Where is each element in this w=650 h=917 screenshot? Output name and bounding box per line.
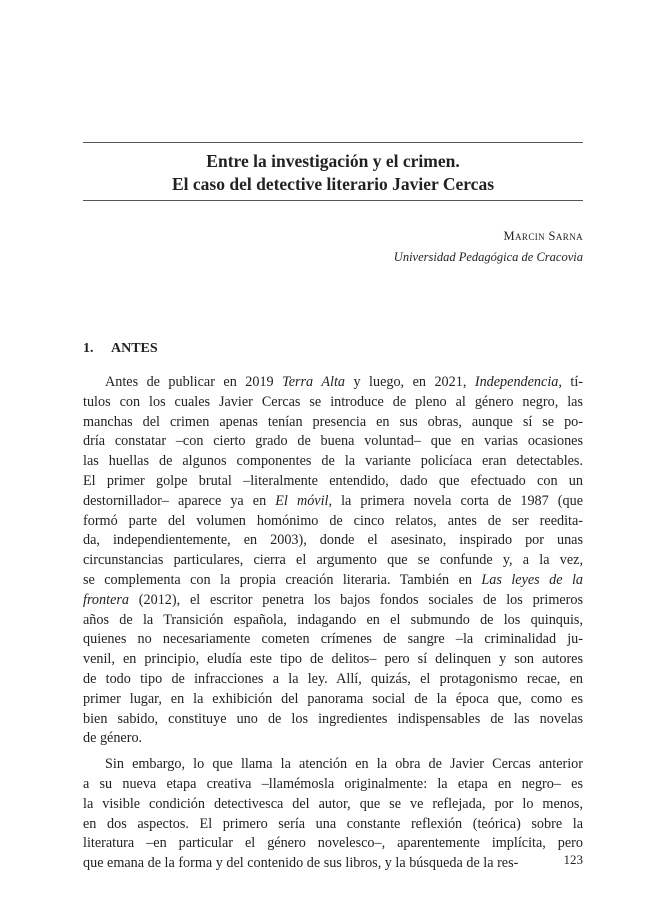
text-line: [83, 492, 583, 512]
bottom-rule: [83, 200, 583, 201]
title-line-1: Entre la investigación y el crimen.: [206, 151, 460, 171]
text-line: [83, 373, 583, 393]
top-rule: [83, 142, 583, 143]
italic-title-text: Independencia,: [474, 374, 562, 390]
text-segment: de todo tipo de infracciones a la ley. Allí, quizás, el protagonismo recae, en: [83, 670, 583, 687]
text-segment: años de la Transición española, indagando en el submundo de los quinquis,: [83, 611, 583, 628]
italic-title-text: frontera: [83, 591, 129, 608]
text-line: [83, 393, 583, 413]
text-segment: , la primera novela corta de 1987 (que: [328, 492, 583, 509]
text-line: [83, 452, 583, 472]
text-line: [83, 729, 583, 749]
italic-title-text: El móvil: [275, 492, 329, 509]
text-line: [83, 472, 583, 492]
text-segment: quienes no necesariamente cometen crímenes de sangre –la criminalidad ju-: [83, 631, 583, 648]
text-line: [83, 551, 583, 571]
text-segment: da, independientemente, en 2003), donde el asesinato, inspirado por unas: [83, 532, 583, 549]
text-line: [83, 512, 583, 532]
author-name: Marcin Sarna: [503, 229, 583, 243]
text-segment: que emana de la forma y del contenido de sus libros, y la búsqueda de la res-: [83, 855, 519, 872]
text-segment: primer lugar, en la exhibición del panorama social de la época que, como es: [83, 690, 583, 707]
text-segment: se complementa con la propia creación literaria. También en: [83, 571, 482, 588]
text-line: [83, 775, 583, 795]
text-line: [83, 854, 583, 874]
text-segment: dría constatar –con cierto grado de buena voluntad– que en varias ocasiones: [83, 433, 583, 450]
text-segment: y luego, en 2021,: [345, 374, 475, 390]
text-segment: venil, en principio, eludía este tipo de delitos– pero sí delinquen y son autores: [83, 651, 583, 668]
article-title: [83, 150, 583, 196]
text-segment: las huellas de algunos componentes de la variante policíaca eran detectables.: [83, 453, 583, 470]
text-line: [83, 413, 583, 433]
text-line: [83, 815, 583, 835]
text-line: [83, 432, 583, 452]
text-line: [83, 710, 583, 730]
text-segment: a su nueva etapa creativa –llamémosla originalmente: la etapa en negro– es: [83, 775, 583, 792]
text-line: [83, 834, 583, 854]
text-line: [83, 670, 583, 690]
text-segment: tí-: [561, 374, 583, 390]
section-number: 1.: [83, 341, 94, 356]
text-segment: Antes de publicar en 2019: [105, 374, 283, 390]
text-segment: literatura –en particular el género novelesco–, aparentemente implícita, pero: [83, 835, 583, 852]
text-segment: la visible condición detectivesca del autor, que se ve reflejada, por lo menos,: [83, 795, 583, 812]
text-segment: (2012), el escritor penetra los bajos fondos sociales de los primeros: [128, 591, 583, 608]
body-text: [83, 373, 583, 874]
page-number: 123: [563, 852, 583, 867]
text-line: [83, 755, 583, 775]
text-line: [83, 591, 583, 611]
text-segment: de género.: [83, 730, 143, 747]
section-title: ANTES: [111, 341, 158, 356]
text-line: [83, 690, 583, 710]
text-segment: manchas del crimen apenas tenían presencia en sus obras, aunque sí se po-: [83, 413, 583, 430]
text-line: [83, 650, 583, 670]
text-line: [83, 611, 583, 631]
text-line: [83, 795, 583, 815]
author-affiliation: Universidad Pedagógica de Cracovia: [393, 250, 583, 264]
italic-title-text: Terra Alta: [282, 374, 345, 390]
text-line: [83, 571, 583, 591]
section-heading: [83, 341, 158, 357]
text-segment: El primer golpe brutal –literalmente entendido, dado que efectuado con un: [83, 472, 583, 489]
text-segment: en dos aspectos. El primero sería una constante reflexión (teórica) sobre la: [83, 815, 583, 832]
text-segment: circunstancias particulares, cierra el argumento que se confunde y, a la vez,: [83, 552, 583, 569]
italic-title-text: Las leyes de la: [481, 571, 583, 588]
text-segment: formó parte del volumen homónimo de cinco relatos, antes de ser reedita-: [83, 512, 583, 529]
text-line: [83, 630, 583, 650]
text-segment: tulos con los cuales Javier Cercas se introduce de pleno al género negro, las: [83, 393, 583, 410]
text-segment: Sin embargo, lo que llama la atención en la obra de Javier Cercas anterior: [105, 756, 583, 773]
text-line: [83, 531, 583, 551]
title-line-2: El caso del detective literario Javier Cercas: [171, 174, 495, 194]
text-segment: destornillador– aparece ya en: [83, 492, 276, 509]
text-segment: bien sabido, constituye uno de los ingredientes indispensables de las novelas: [83, 710, 583, 727]
